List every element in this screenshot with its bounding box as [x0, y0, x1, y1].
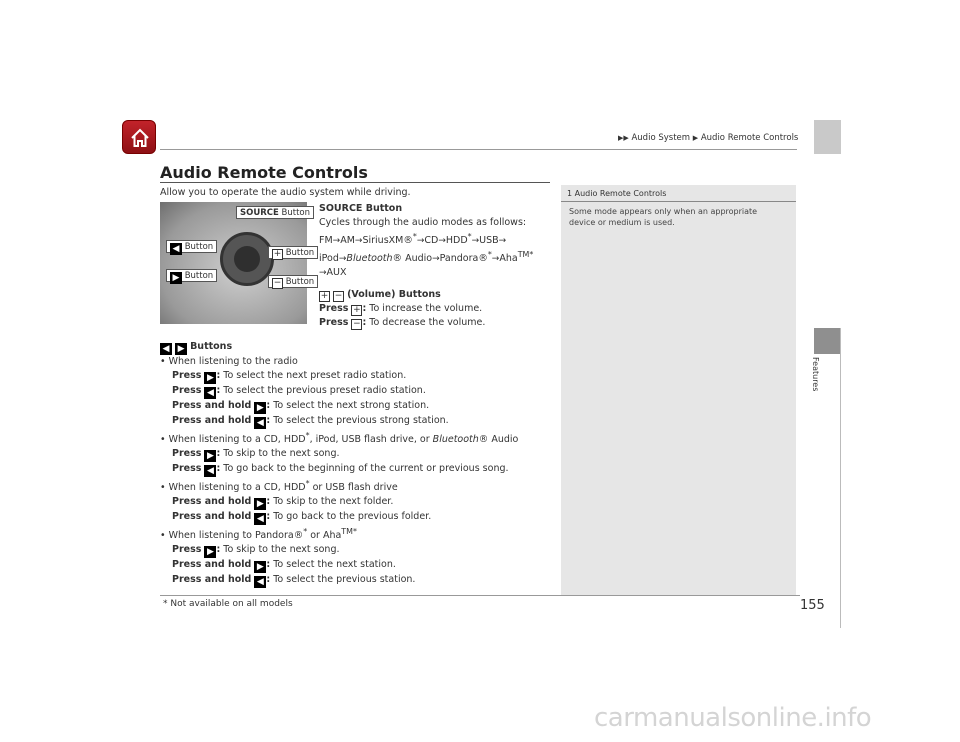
- intro-text: Allow you to operate the audio system while driving.: [160, 187, 411, 198]
- list-item: Press ◀ : To select the previous preset radio station.: [172, 385, 426, 398]
- minus-icon: −: [353, 319, 361, 330]
- list-item: Press and hold ▶ : To select the next strong station.: [172, 400, 430, 413]
- source-button-callout: SOURCE Button: [236, 206, 314, 219]
- header-divider: [160, 149, 797, 150]
- prev-icon: ◀: [254, 576, 266, 588]
- note-text: Some mode appears only when an appropriate device or medium is used.: [569, 207, 758, 227]
- next-button-callout: ▶ Button: [166, 269, 217, 282]
- home-icon: [129, 127, 151, 149]
- list-item: Press ▶ : To skip to the next song.: [172, 544, 340, 558]
- plus-button-callout: + Button: [268, 246, 318, 259]
- list-item: • When listening to the radio: [160, 356, 298, 367]
- breadcrumb-arrow-icon: ▶▶: [618, 134, 629, 142]
- list-item: Press ◀ : To go back to the beginning of the current or previous song.: [172, 463, 509, 477]
- list-item: • When listening to a CD, HDD*, iPod, USB flash drive, or Bluetooth® Audio: [160, 431, 519, 446]
- prev-icon: ◀: [254, 417, 266, 429]
- side-tab-features[interactable]: [814, 328, 841, 354]
- next-icon: ▶: [204, 450, 216, 462]
- source-modes-2: iPod→Bluetooth® Audio→Pandora®*→Aha$^{TM*}$: [319, 250, 534, 265]
- steering-center: [234, 246, 260, 272]
- prev-icon: ◀: [204, 387, 216, 399]
- buttons-heading: ◀ ▶ Buttons: [160, 340, 580, 355]
- minus-icon: −: [334, 291, 343, 302]
- page-title: Audio Remote Controls: [160, 163, 368, 182]
- volume-down: Press − : To decrease the volume.: [319, 317, 486, 330]
- list-item: Press ▶ : To select the next preset radio station.: [172, 370, 407, 383]
- page-number: 155: [800, 598, 825, 613]
- list-item: Press ▶ : To skip to the next song.: [172, 448, 340, 462]
- minus-button-callout: − Button: [268, 275, 318, 288]
- prev-icon: ◀: [254, 513, 266, 525]
- next-icon: ▶: [175, 343, 187, 355]
- next-icon: ▶: [254, 498, 266, 510]
- list-item: • When listening to Pandora®* or Aha$^{TM*}$: [160, 527, 357, 542]
- note-heading: 1 Audio Remote Controls: [567, 189, 667, 198]
- watermark: carmanualsonline.info: [594, 703, 872, 733]
- list-item: Press and hold ▶ : To skip to the next folder.: [172, 496, 394, 510]
- prev-button-callout: ◀ Button: [166, 240, 217, 253]
- list-item: Press and hold ◀ : To go back to the previous folder.: [172, 511, 432, 525]
- steering-wheel-photo: [160, 202, 315, 324]
- prev-icon: ◀: [204, 465, 216, 477]
- breadcrumb-current: Audio Remote Controls: [700, 133, 799, 143]
- side-tab-label: Features: [811, 357, 820, 392]
- next-icon: ▶: [254, 561, 266, 573]
- breadcrumb-arrow-icon: ▶: [692, 134, 699, 142]
- list-item: Press and hold ▶ : To select the next station.: [172, 559, 396, 573]
- footnote: * Not available on all models: [163, 599, 293, 609]
- home-button[interactable]: [122, 120, 156, 154]
- source-modes-1: FM→AM→SiriusXM®*→CD→HDD*→USB→: [319, 232, 507, 247]
- source-heading: SOURCE Button: [319, 203, 403, 214]
- next-icon: ▶: [254, 402, 266, 414]
- list-item: • When listening to a CD, HDD* or USB flash drive: [160, 479, 398, 494]
- plus-icon: +: [320, 291, 329, 302]
- side-divider: [840, 328, 841, 628]
- list-item: Press and hold ◀ : To select the previous station.: [172, 574, 416, 588]
- list-item: Press and hold ◀ : To select the previous strong station.: [172, 415, 449, 428]
- footer-divider: [160, 595, 800, 596]
- note-divider: [561, 201, 796, 202]
- prev-icon: ◀: [160, 343, 172, 355]
- next-icon: ▶: [204, 372, 216, 384]
- source-modes-3: →AUX: [319, 267, 347, 279]
- volume-heading: + − (Volume) Buttons: [320, 289, 441, 302]
- side-tab-top: [814, 120, 841, 154]
- source-desc: Cycles through the audio modes as follows:: [319, 217, 527, 228]
- breadcrumb: [618, 133, 798, 143]
- source-section: [319, 202, 559, 330]
- plus-icon: +: [353, 305, 361, 316]
- side-note: [561, 185, 796, 596]
- note-marker-icon: 1: [567, 189, 573, 198]
- volume-up: Press + : To increase the volume.: [319, 303, 483, 316]
- breadcrumb-audio-system[interactable]: Audio System: [631, 133, 691, 143]
- buttons-section: [160, 340, 580, 588]
- title-divider: [160, 182, 550, 183]
- next-icon: ▶: [204, 546, 216, 558]
